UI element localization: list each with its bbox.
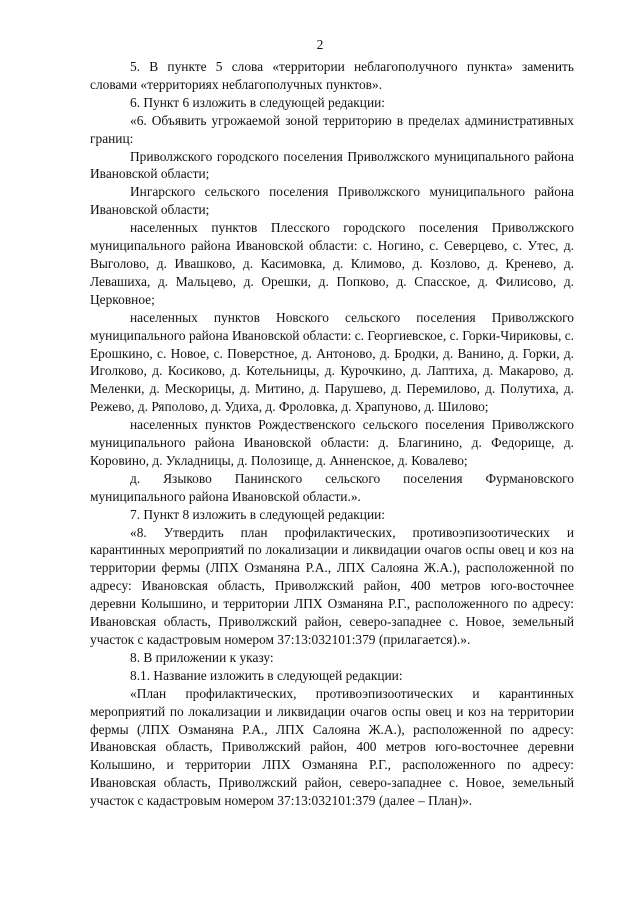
paragraph-plan-title: «План профилактических, противоэпизоотических и карантинных мероприятий по локализации и ликвидации очагов оспы овец и коз на территории фермы (ЛПХ Озманяна Р.А., ЛПХ Салояна Ж.А.), расположенной по адресу: Ивановская область, Приволжский район, 400 метров юго-восточнее деревни Колышино, и территории ЛПХ Озманяна Р.Г., расположенного по адресу: Ивановская область, Приволжский район, северо-западнее с. Новое, земельный участок с кадастровым номером 37:13:032101:379 (далее – План)».: [90, 685, 574, 809]
paragraph-plan-approval: «8. Утвердить план профилактических, противоэпизоотических и карантинных мероприятий по локализации и ликвидации очагов оспы овец и коз на территории фермы (ЛПХ Озманяна Р.А., ЛПХ Салояна Ж.А.), расположенной по адресу: Ивановская область, Приволжский район, 400 метров юго-восточнее деревни Колышино, и территории ЛПХ Озманяна Р.Г., расположенного по адресу: Ивановская область, Приволжский район, северо-западнее с. Новое, земельный участок с кадастровым номером 37:13:032101:379 (прилагается).».: [90, 524, 574, 647]
paragraph-ples-settlements: населенных пунктов Плесского городского поселения Приволжского муниципального района Ивановской области: с. Ногино, с. Северцево, с. Утес, д. Выголово, д. Ивашково, д. Касимовка, д. Климово, д. Козлово, д. Кренево, д. Левашиха, д. Мальцево, д. Орешки, д. Попково, д. Спасское, д. Филисово, д. Церковное;: [90, 220, 574, 307]
paragraph-item-6: 6. Пункт 6 изложить в следующей редакции:: [130, 94, 386, 110]
document-body: [90, 58, 574, 810]
paragraph-rozhdestvensky-settlements: населенных пунктов Рождественского сельского поселения Приволжского муниципального района Ивановской области: д. Благинино, д. Федорище, д. Коровино, д. Укладницы, д. Полозище, д. Анненское, д. Ковалево;: [90, 417, 574, 468]
paragraph-item-5: 5. В пункте 5 слова «территории неблагополучного пункта» заменить словами «территориях неблагополучных пунктов».: [90, 59, 574, 92]
paragraph-threat-zone: «6. Объявить угрожаемой зоной территорию в пределах административных границ:: [90, 112, 574, 146]
paragraph-ingar-settlement: Ингарского сельского поселения Приволжского муниципального района Ивановской области;: [90, 184, 574, 218]
paragraph-item-7: 7. Пункт 8 изложить в следующей редакции:: [130, 506, 386, 522]
paragraph-yazykovo: д. Языково Панинского сельского поселения Фурмановского муниципального района Ивановской области.».: [90, 470, 574, 504]
paragraph-privolzhsk-town: Приволжского городского поселения Приволжского муниципального района Ивановской области;: [90, 148, 574, 182]
paragraph-novsky-settlements: населенных пунктов Новского сельского поселения Приволжского муниципального района Ивановской области: с. Георгиевское, с. Горки-Чириковы, с. Ерошкино, с. Новое, с. Поверстное, д. Антоново, д. Бродки, д. Ванино, д. Горки, д. Иголково, д. Косиково, д. Котельницы, д. Курочкино, д. Лаптиха, д. Макарово, д. Меленки, д. Мескорицы, д. Митино, д. Парушево, д. Перемилово, д. Полутиха, д. Режево, д. Ряполово, д. Удиха, д. Фроловка, д. Храпуново, д. Шилово;: [90, 309, 574, 415]
page-number: 2: [316, 37, 324, 52]
paragraph-item-8: 8. В приложении к указу:: [130, 649, 274, 665]
paragraph-item-8-1: 8.1. Название изложить в следующей редакции:: [130, 667, 403, 683]
